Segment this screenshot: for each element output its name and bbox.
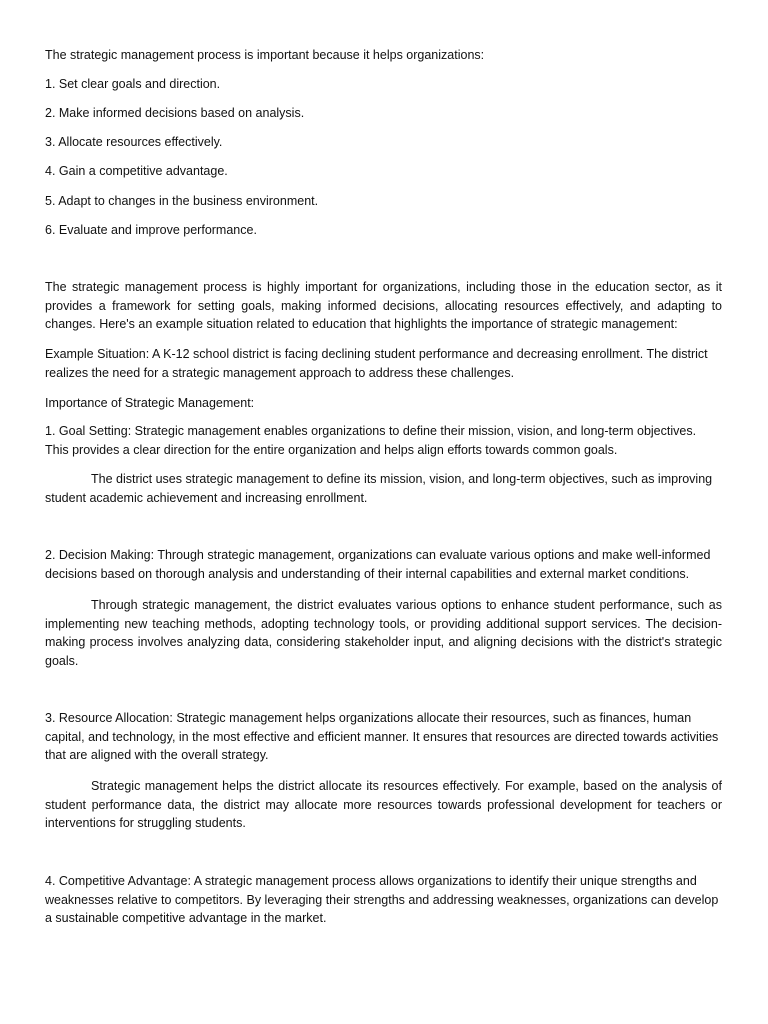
list-item: 6. Evaluate and improve performance. [45,223,257,237]
list-item: 4. Gain a competitive advantage. [45,164,228,178]
resource-allocation-application: Strategic management helps the district allocate its resources effectively. For example, based on the analysis of student performance data, the district may allocate more resources towards professional development for teachers or interventions for struggling students. [45,779,722,831]
importance-heading: Importance of Strategic Management: [45,396,255,410]
competitive-advantage-definition: 4. Competitive Advantage: A strategic management process allows organizations to identify their unique strengths and weaknesses relative to competitors. By leveraging their strengths and addressing weaknesses, organizations can develop a sustainable competitive advantage in the market. [45,874,719,926]
goal-setting-application: The district uses strategic management to define its mission, vision, and long-term objectives, such as improving student academic achievement and increasing enrollment. [45,472,713,505]
intro-sentence: The strategic management process is important because it helps organizations: [45,48,485,62]
list-item: 1. Set clear goals and direction. [45,77,221,91]
decision-making-definition: 2. Decision Making: Through strategic management, organizations can evaluate various options and make well-informed decisions based on thorough analysis and understanding of their internal capabilities and external market conditions. [45,548,711,581]
goal-setting-definition: 1. Goal Setting: Strategic management enables organizations to define their mission, vision, and long-term objectives. This provides a clear direction for the entire organization and helps align efforts towards common goals. [45,424,697,457]
decision-making-application: Through strategic management, the district evaluates various options to enhance student performance, such as implementing new teaching methods, adopting technology tools, or providing additional support services. The decision-making process involves analyzing data, considering stakeholder input, and aligning decisions with the district's strategic goals. [45,598,722,668]
list-item: 5. Adapt to changes in the business environment. [45,194,319,208]
resource-allocation-definition: 3. Resource Allocation: Strategic management helps organizations allocate their resources, such as finances, human capital, and technology, in the most effective and efficient manner. It ensures that resources are directed towards activities that are aligned with the overall strategy. [45,711,719,763]
list-item: 2. Make informed decisions based on analysis. [45,106,305,120]
list-item: 3. Allocate resources effectively. [45,135,223,149]
example-situation-paragraph: Example Situation: A K-12 school district is facing declining student performance and decreasing enrollment. The district realizes the need for a strategic management approach to address these challenges. [45,347,708,380]
overview-paragraph: The strategic management process is highly important for organizations, including those in the education sector, as it provides a framework for setting goals, making informed decisions, allocating resources effectively, and adapting to changes. Here's an example situation related to education that highlights the importance of strategic management: [45,280,722,332]
